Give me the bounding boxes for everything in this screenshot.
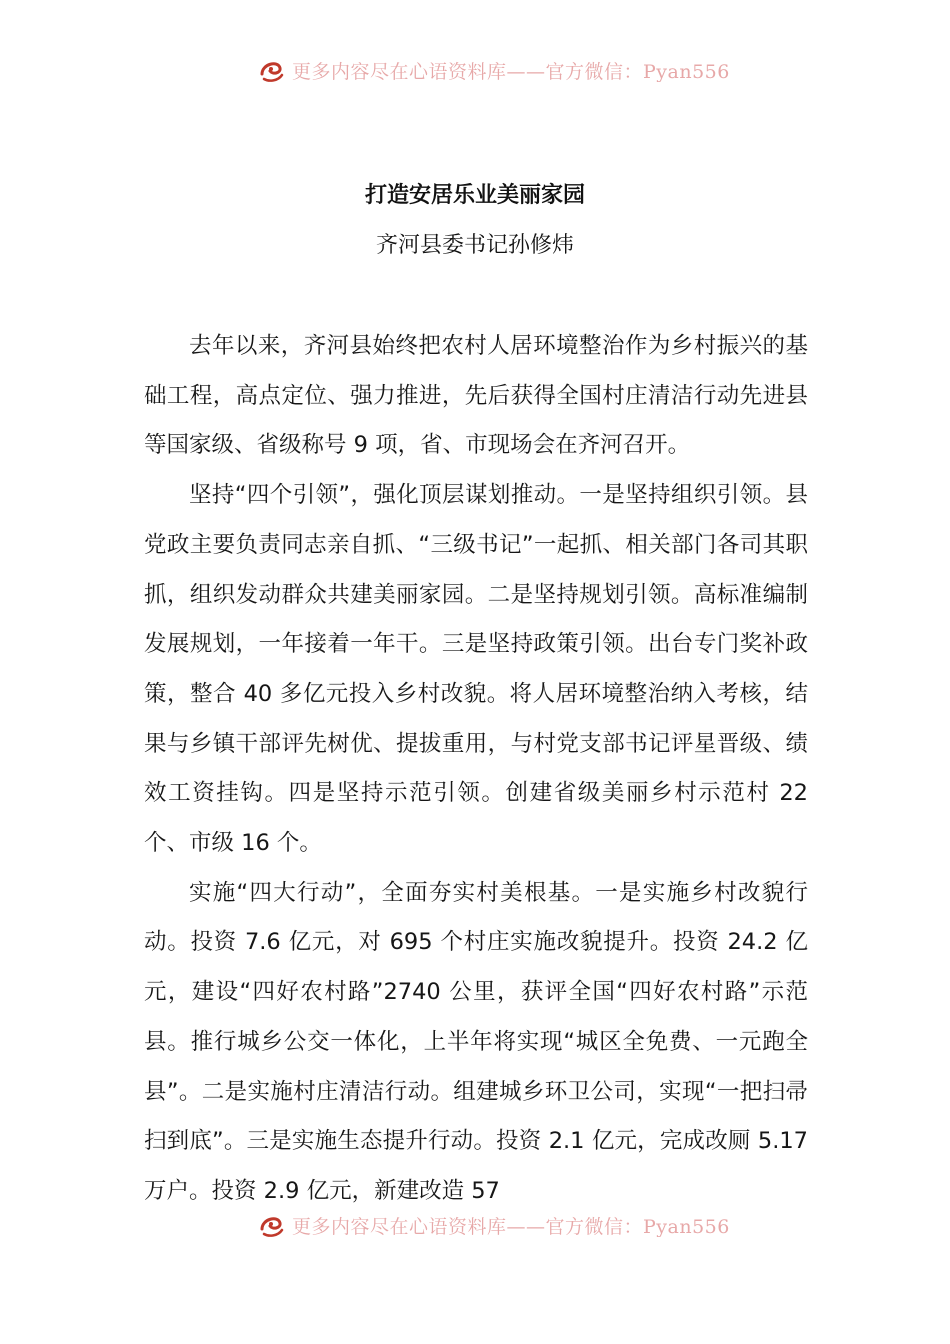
document-author: 齐河县委书记孙修炜 bbox=[375, 233, 574, 258]
watermark-text: 更多内容尽在心语资料库——官方微信：Pyan556 bbox=[292, 1215, 730, 1237]
paragraph: 实施“四大行动”，全面夯实村美根基。一是实施乡村改貌行动。投资 7.6 亿元，对 695 个村庄实施改貌提升。投资 24.2 亿元，建设“四好农村路”2740 公里，获评全国“四好农村路”示范县。推行城乡公交一体化，上半年将实现“城区全免费、一元跑全县”。二是实施村庄清洁行动。组建城乡环卫公司，实现“一把扫帚扫到底”。三是实施生态提升行动。投资 2.1 亿元，完成改厕 5.17 万户。投资 2.9 亿元，新建改造 57 bbox=[144, 879, 808, 1204]
paragraph: 去年以来，齐河县始终把农村人居环境整治作为乡村振兴的基础工程，高点定位、强力推进，先后获得全国村庄清洁行动先进县等国家级、省级称号 9 项，省、市现场会在齐河召开。 bbox=[144, 333, 808, 459]
swirl-logo-icon bbox=[258, 56, 286, 82]
paragraph: 坚持“四个引领”，强化顶层谋划推动。一是坚持组织引领。县党政主要负责同志亲自抓、“三级书记”一起抓、相关部门各司其职抓，组织发动群众共建美丽家园。二是坚持规划引领。高标准编制发展规划，一年接着一年干。三是坚持政策引领。出台专门奖补政策，整合 40 多亿元投入乡村改貌。将人居环境整治纳入考核，结果与乡镇干部评先树优、提拔重用，与村党支部书记评星晋级、绩效工资挂钩。四是坚持示范引领。创建省级美丽乡村示范村 22 个、市级 16 个。 bbox=[144, 482, 808, 857]
document-body bbox=[144, 322, 808, 1217]
document-title: 打造安居乐业美丽家园 bbox=[364, 183, 585, 208]
watermark-banner-bottom bbox=[0, 1207, 950, 1237]
swirl-logo-icon bbox=[258, 1211, 286, 1237]
watermark-text: 更多内容尽在心语资料库——官方微信：Pyan556 bbox=[292, 60, 730, 82]
watermark-banner-top bbox=[0, 52, 950, 82]
